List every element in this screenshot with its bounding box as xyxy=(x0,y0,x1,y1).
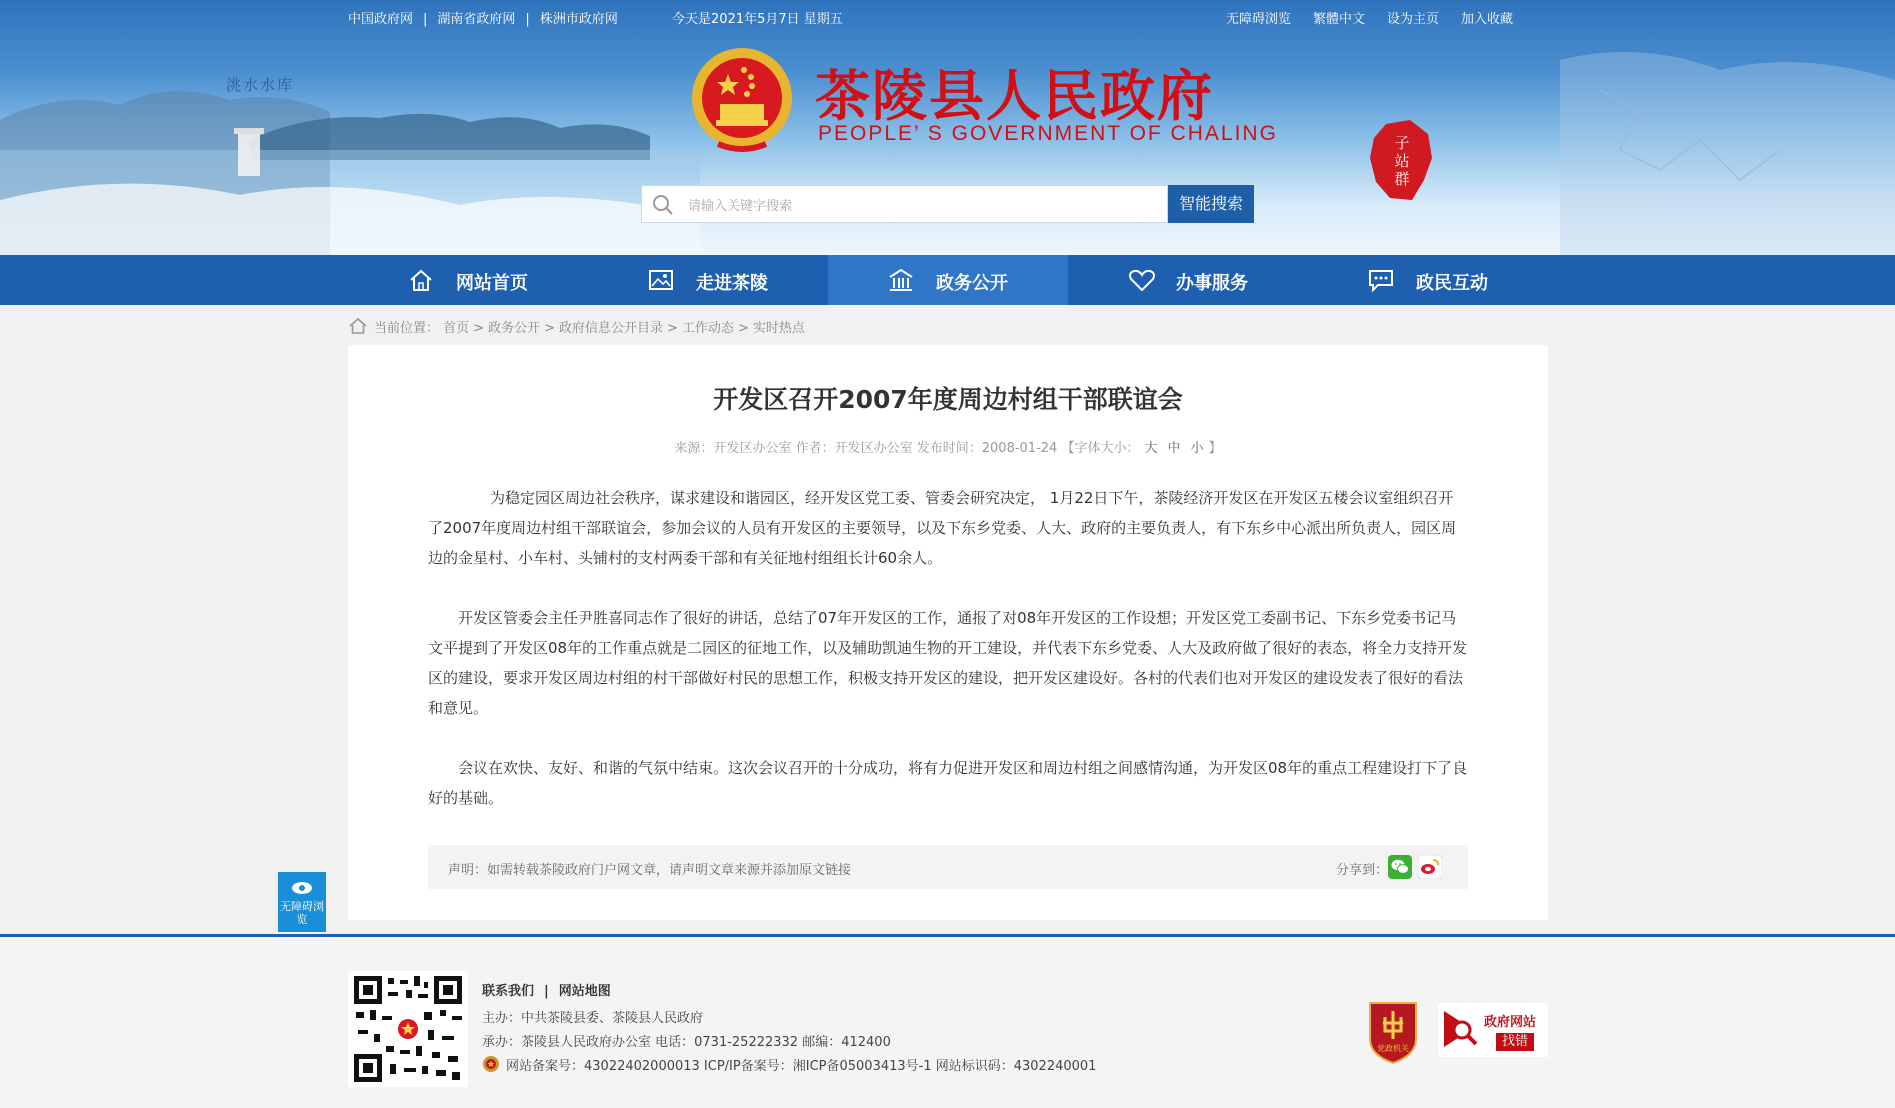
breadcrumb-home[interactable]: 首页 xyxy=(443,321,470,336)
building-icon xyxy=(888,268,914,292)
nav-about-chaling[interactable] xyxy=(588,255,828,305)
site-footer xyxy=(0,934,1895,1108)
breadcrumb-info-catalog[interactable]: 政府信息公开目录 xyxy=(559,321,664,336)
top-utility-bar xyxy=(0,0,1895,30)
subsite-group-button[interactable] xyxy=(1366,118,1436,204)
eye-icon xyxy=(291,880,313,896)
breadcrumb-gov-affairs[interactable]: 政务公开 xyxy=(488,321,541,336)
nav-interaction[interactable] xyxy=(1308,255,1548,305)
nav-gov-affairs[interactable] xyxy=(828,255,1068,305)
home-icon xyxy=(348,317,368,335)
link-china-gov[interactable]: 中国政府网 xyxy=(348,12,414,27)
reservoir-label: 洮水水库 xyxy=(226,76,295,94)
font-size-large[interactable]: 大 xyxy=(1144,441,1158,456)
magnifier-icon xyxy=(1442,1007,1482,1053)
link-contact-us[interactable]: 联系我们 xyxy=(482,984,535,999)
home-icon xyxy=(408,268,434,292)
accessibility-float-label: 无障碍浏览 xyxy=(280,900,324,926)
site-title: 茶陵县人民政府 xyxy=(815,63,1215,128)
link-accessibility[interactable]: 无障碍浏览 xyxy=(1226,12,1292,27)
gov-error-title: 政府网站 xyxy=(1484,1015,1537,1030)
gov-site-error-report[interactable] xyxy=(1438,1003,1548,1057)
search-input[interactable] xyxy=(686,194,1160,218)
nav-about-label: 走进茶陵 xyxy=(696,273,768,294)
heart-icon xyxy=(1128,268,1156,292)
accessibility-float-button[interactable] xyxy=(278,872,326,932)
wechat-icon[interactable] xyxy=(1388,855,1412,879)
font-size-medium[interactable]: 中 xyxy=(1167,441,1181,456)
footer-host: 主办：中共茶陵县委、茶陵县人民政府 xyxy=(482,1011,704,1026)
party-gov-badge[interactable] xyxy=(1366,999,1420,1065)
link-add-favorite[interactable]: 加入收藏 xyxy=(1461,12,1514,27)
article-source: 来源：开发区办公室 xyxy=(674,441,792,456)
footer-record: 网站备案号：43022402000013 ICP/IP备案号：湘ICP备05003413号-1 网站标识码：4302240001 xyxy=(506,1059,1097,1074)
declaration-text: 声明：如需转载茶陵政府门户网文章，请声明文章来源并添加原文链接 xyxy=(448,863,852,878)
article-paragraph: 为稳定园区周边社会秩序，谋求建设和谐园区，经开发区党工委、管委会研究决定， 1月22日下午，茶陵经济开发区在开发区五楼会议室组织召开了2007年度周边村组干部联谊会，参加会议的人员有开发区的主要领导，以及下东乡党委、人大、政府的主要负责人，有下东乡中心派出所负责人，园区周边的金星村、小车村、头铺村的支村两委干部和有关征地村组组长计60余人。 xyxy=(428,489,1457,567)
link-sitemap[interactable]: 网站地图 xyxy=(558,984,611,999)
article-meta xyxy=(348,437,1548,456)
article-panel xyxy=(348,345,1548,920)
font-size-control: 【字体大小： 大 中 小 】 xyxy=(1061,441,1222,456)
police-badge-icon xyxy=(482,1055,500,1073)
utility-links xyxy=(1226,8,1535,27)
link-traditional-chinese[interactable]: 繁體中文 xyxy=(1313,12,1366,27)
gov-error-label: 找错 xyxy=(1496,1033,1534,1051)
breadcrumb-work-updates[interactable]: 工作动态 xyxy=(681,321,734,336)
subsite-label: 子站群 xyxy=(1394,134,1410,188)
article-body xyxy=(428,483,1468,843)
declaration-bar xyxy=(428,845,1468,889)
party-badge-label: 党政机关 xyxy=(1377,1044,1409,1053)
article-title: 开发区召开2007年度周边村组干部联谊会 xyxy=(713,385,1183,414)
qr-code-icon xyxy=(354,976,462,1082)
nav-home[interactable] xyxy=(348,255,588,305)
site-header xyxy=(0,0,1895,255)
breadcrumb-hot-topics[interactable]: 实时热点 xyxy=(752,321,805,336)
nav-home-label: 网站首页 xyxy=(456,273,528,294)
breadcrumb-prefix: 当前位置： xyxy=(374,321,440,336)
link-zhuzhou-gov[interactable]: 株洲市政府网 xyxy=(539,12,618,27)
share-label: 分享到： xyxy=(1336,863,1389,878)
search-box xyxy=(641,185,1168,223)
gov-links: 中国政府网 | 湖南省政府网 | 株洲市政府网 xyxy=(348,12,618,27)
current-date: 今天是2021年5月7日 星期五 xyxy=(672,12,843,27)
nav-services[interactable] xyxy=(1068,255,1308,305)
main-nav xyxy=(0,255,1895,305)
nav-services-label: 办事服务 xyxy=(1176,273,1248,294)
article-paragraph: 会议在欢快、友好、和谐的气氛中结束。这次会议召开的十分成功，将有力促进开发区和周边村组之间感情沟通，为开发区08年的重点工程建设打下了良好的基础。 xyxy=(428,759,1468,807)
footer-organizer: 承办：茶陵县人民政府办公室 电话：0731-25222332 邮编：412400 xyxy=(482,1035,891,1050)
chat-icon xyxy=(1368,268,1394,292)
search-icon xyxy=(652,194,674,216)
link-set-homepage[interactable]: 设为主页 xyxy=(1387,12,1440,27)
font-size-small[interactable]: 小 xyxy=(1190,441,1204,456)
weibo-icon[interactable] xyxy=(1418,855,1442,879)
article-paragraph: 开发区管委会主任尹胜喜同志作了很好的讲话，总结了07年开发区的工作，通报了对08年开发区的工作设想；开发区党工委副书记、下东乡党委书记马文平提到了开发区08年的工作重点就是二园区的征地工作，以及辅助凯迪生物的开工建设，并代表下东乡党委、人大及政府做了很好的表态，将全力支持开发区的建设，要求开发区周边村组的村干部做好村民的思想工作，积极支持开发区的建设，把开发区建设好。各村的代表们也对开发区的建设发表了很好的看法和意见。 xyxy=(428,609,1468,717)
site-title-english: PEOPLE’ S GOVERNMENT OF CHALING xyxy=(818,122,1278,145)
footer-links: 联系我们 | 网站地图 xyxy=(482,984,611,999)
link-hunan-gov[interactable]: 湖南省政府网 xyxy=(437,12,516,27)
qr-code xyxy=(348,971,468,1087)
national-emblem-icon xyxy=(688,44,796,156)
picture-icon xyxy=(648,268,674,292)
smart-search-button[interactable]: 智能搜索 xyxy=(1168,185,1254,223)
nav-interaction-label: 政民互动 xyxy=(1416,273,1488,294)
article-date: 发布时间：2008-01-24 xyxy=(916,441,1058,456)
nav-gov-affairs-label: 政务公开 xyxy=(936,273,1008,294)
article-author: 作者：开发区办公室 xyxy=(795,441,913,456)
